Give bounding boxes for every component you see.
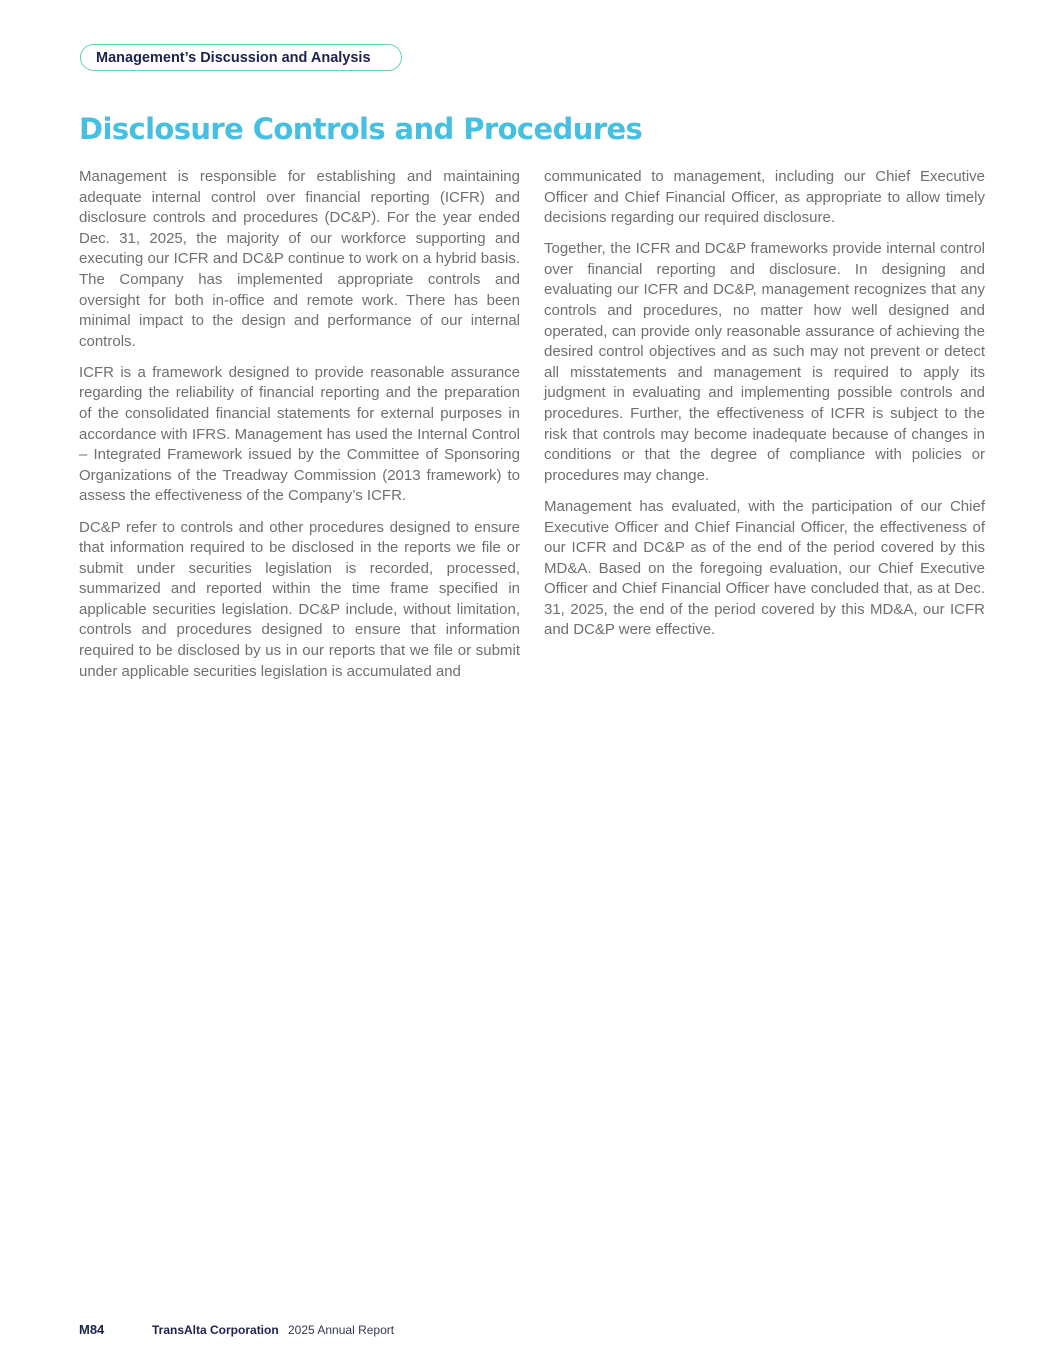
right-column xyxy=(544,167,985,652)
page-title: Disclosure Controls and Procedures xyxy=(79,112,643,146)
paragraph-internal-control-responsibility: Management is responsible for establishing and maintaining adequate internal control over financial reporting (ICFR) and disclosure controls and procedures (DC&P). For the year ended Dec. 31, 2025, the majority of our workforce supporting and executing our ICFR and DC&P continue to work on a hybrid basis. The Company has implemented appropriate controls and oversight for both in-office and remote work. There has been minimal impact to the design and performance of our internal controls. xyxy=(79,168,520,350)
paragraph-dcp-continued: communicated to management, including our Chief Executive Officer and Chief Financial Officer, as appropriate to allow timely decisions regarding our required disclosure. xyxy=(544,168,985,227)
page-number: M84 xyxy=(79,1322,105,1337)
paragraph-icfr-framework: ICFR is a framework designed to provide reasonable assurance regarding the reliability of financial reporting and the preparation of the consolidated financial statements for external purposes in accordance with IFRS. Management has used the Internal Control – Integrated Framework issued by the Committee of Sponsoring Organizations of the Treadway Commission (2013 framework) to assess the effectiveness of the Company’s ICFR. xyxy=(79,363,520,505)
section-label: Management’s Discussion and Analysis xyxy=(80,44,402,71)
company-name: TransAlta Corporation xyxy=(152,1323,279,1337)
paragraph-frameworks-limitations: Together, the ICFR and DC&P frameworks provide internal control over financial reporting and disclosure. In designing and evaluating our ICFR and DC&P, management recognizes that any controls and procedures, no matter how well designed and operated, can provide only reasonable assurance of achieving the desired control objectives and as such may not prevent or detect all misstatements and management is required to apply its judgment in evaluating and implementing possible controls and procedures. Further, the effectiveness of ICFR is subject to the risk that controls may become inadequate because of changes in conditions or that the degree of compliance with policies or procedures may change. xyxy=(544,240,985,484)
left-column xyxy=(79,167,520,693)
report-title: 2025 Annual Report xyxy=(288,1323,395,1337)
paragraph-dcp-definition: DC&P refer to controls and other procedures designed to ensure that information required to be disclosed in the reports we file or submit under securities legislation is recorded, processed, summarized and reported within the time frame specified in applicable securities legislation. DC&P include, without limitation, controls and procedures designed to ensure that information required to be disclosed by us in our reports that we file or submit under applicable securities legislation is accumulated and xyxy=(79,518,520,680)
paragraph-evaluation-conclusion: Management has evaluated, with the participation of our Chief Executive Officer and Chief Financial Officer, the effectiveness of our ICFR and DC&P as of the end of the period covered by this MD&A. Based on the foregoing evaluation, our Chief Executive Officer and Chief Financial Officer have concluded that, as at Dec. 31, 2025, the end of the period covered by this MD&A, our ICFR and DC&P were effective. xyxy=(544,497,985,639)
